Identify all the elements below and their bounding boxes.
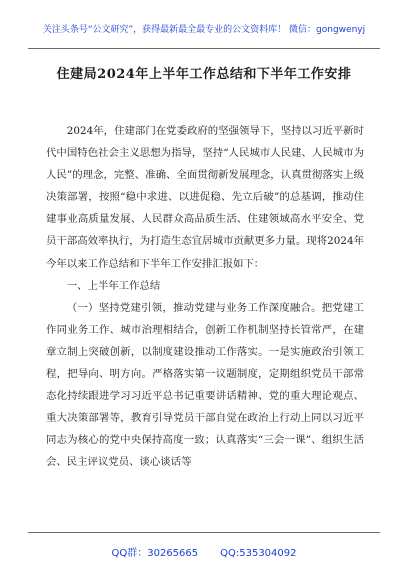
page-footer	[0, 532, 408, 580]
document-body	[46, 120, 364, 474]
section-heading: 一、上半年工作总结	[66, 279, 161, 292]
page-header	[0, 0, 408, 56]
footer-qq-group: QQ群：30265665	[111, 548, 199, 559]
footer-contact	[0, 544, 408, 559]
footer-qq-number: QQ:535304092	[220, 548, 297, 559]
section-paragraph: （一）坚持党建引领，推动党建与业务工作深度融合。把党建工作同业务工作、城市治理相结合，创新工作机制坚持长管常严，在建章立制上突破创新，以制度建设推动工作落实。一是实施政治引领工程，把导向、明方向。严格落实第一议题制度，定期组织党员干部常态化持续跟进学习习近平总书记重要讲话精神、党的重大理论观点、重大决策部署等，教育引导党员干部自觉在政治上行动上同以习近平同志为核心的党中央保持高度一致；认真落实“三会一课”、组织生活会、民主评议党员、谈心谈话等	[46, 301, 364, 469]
document-title: 住建局2024年上半年工作总结和下半年工作安排	[56, 67, 352, 82]
footer-divider	[28, 532, 380, 533]
header-promo-note: 关注头条号“公文研究”，获得最新最全最专业的公文资料库！ 微信：gongwenyj	[42, 25, 366, 35]
intro-paragraph: 2024年，住建部门在党委政府的坚强领导下，坚持以习近平新时代中国特色社会主义思想为指导，坚持“人民城市人民建、人民城市为人民”的理念，完整、准确、全面贯彻新发展理念，认真贯彻落实上级决策部署，按照“稳中求进、以进促稳、先立后破”的总基调，推动住建事业高质量发展、人民群众高品质生活、住建领域高水平安全、党员干部高效率执行，为打造生态宜居城市贡献更多力量。现将2024年今年以来工作总结和下半年工作安排汇报如下：	[46, 125, 364, 270]
header-divider	[28, 48, 380, 49]
